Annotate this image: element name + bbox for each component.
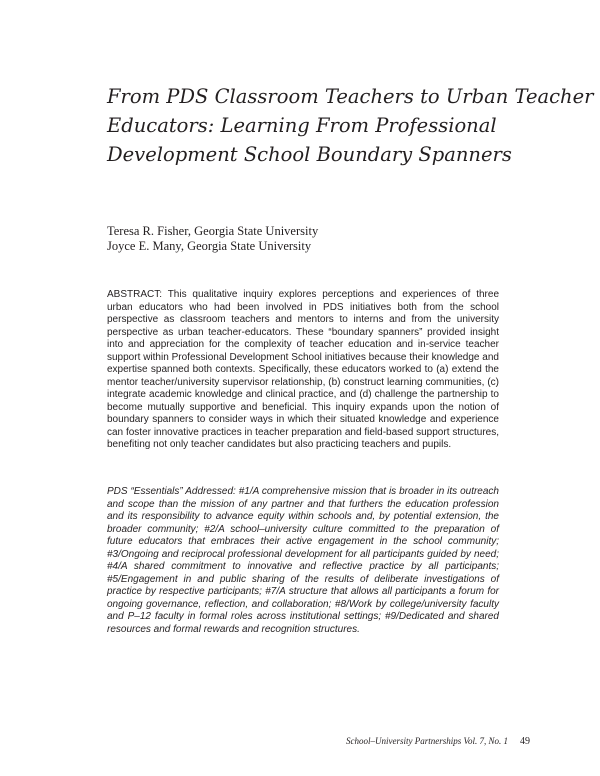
page-footer [290, 735, 530, 748]
author-list [107, 224, 507, 254]
page-number: 49 [520, 736, 530, 747]
journal-citation: School–University Partnerships Vol. 7, No. 1 [346, 736, 508, 746]
article-title [107, 82, 594, 169]
title-line-3: Development School Boundary Spanners [107, 143, 512, 166]
abstract-body: This qualitative inquiry explores perceptions and experiences of three urban educators who had been involved in PDS initiatives both from the school perspective as classroom teachers and mentors to interns and from the university perspective as urban teacher-educators. These “boundary spanners” provided insight into and appreciation for the complexity of teacher education and in-service teacher support within Professional Development School initiatives because their knowledge and expertise spanned both contexts. Specifically, these educators worked to (a) extend the mentor teacher/university supervisor relationship, (b) construct learning communities, (c) integrate academic knowledge and clinical practice, and (d) challenge the partnership to become mutually supportive and beneficial. This inquiry expands upon the notion of boundary spanners to consider ways in which their situated knowledge and experience can foster innovative practices in teacher preparation and field-based support structures, benefiting not only teacher candidates but also practicing teachers and pupils. [107, 289, 500, 450]
abstract-label: ABSTRACT: [107, 289, 163, 300]
author-1: Teresa R. Fisher, Georgia State University [107, 224, 319, 238]
abstract-paragraph [107, 289, 499, 452]
title-line-1: From PDS Classroom Teachers to Urban Teacher [107, 85, 594, 108]
author-2: Joyce E. Many, Georgia State University [107, 239, 312, 253]
pds-essentials-paragraph: PDS “Essentials” Addressed: #1/A comprehensive mission that is broader in its outreach and scope than the mission of any partner and that furthers the education profession and its responsibility to advance equity within schools and, by potential extension, the broader community; #2/A school–university culture committed to the preparation of future educators that embraces their active engagement in the school community; #3/Ongoing and reciprocal professional development for all participants guided by need; #4/A shared commitment to innovative and reflective practice by all participants; #5/Engagement in and public sharing of the results of deliberate investigations of practice by respective participants; #7/A structure that allows all participants a forum for ongoing governance, reflection, and collaboration; #8/Work by college/university faculty and P–12 faculty in formal roles across institutional settings; #9/Dedicated and shared resources and formal rewards and recognition structures. [107, 486, 499, 635]
title-line-2: Educators: Learning From Professional [107, 114, 497, 137]
